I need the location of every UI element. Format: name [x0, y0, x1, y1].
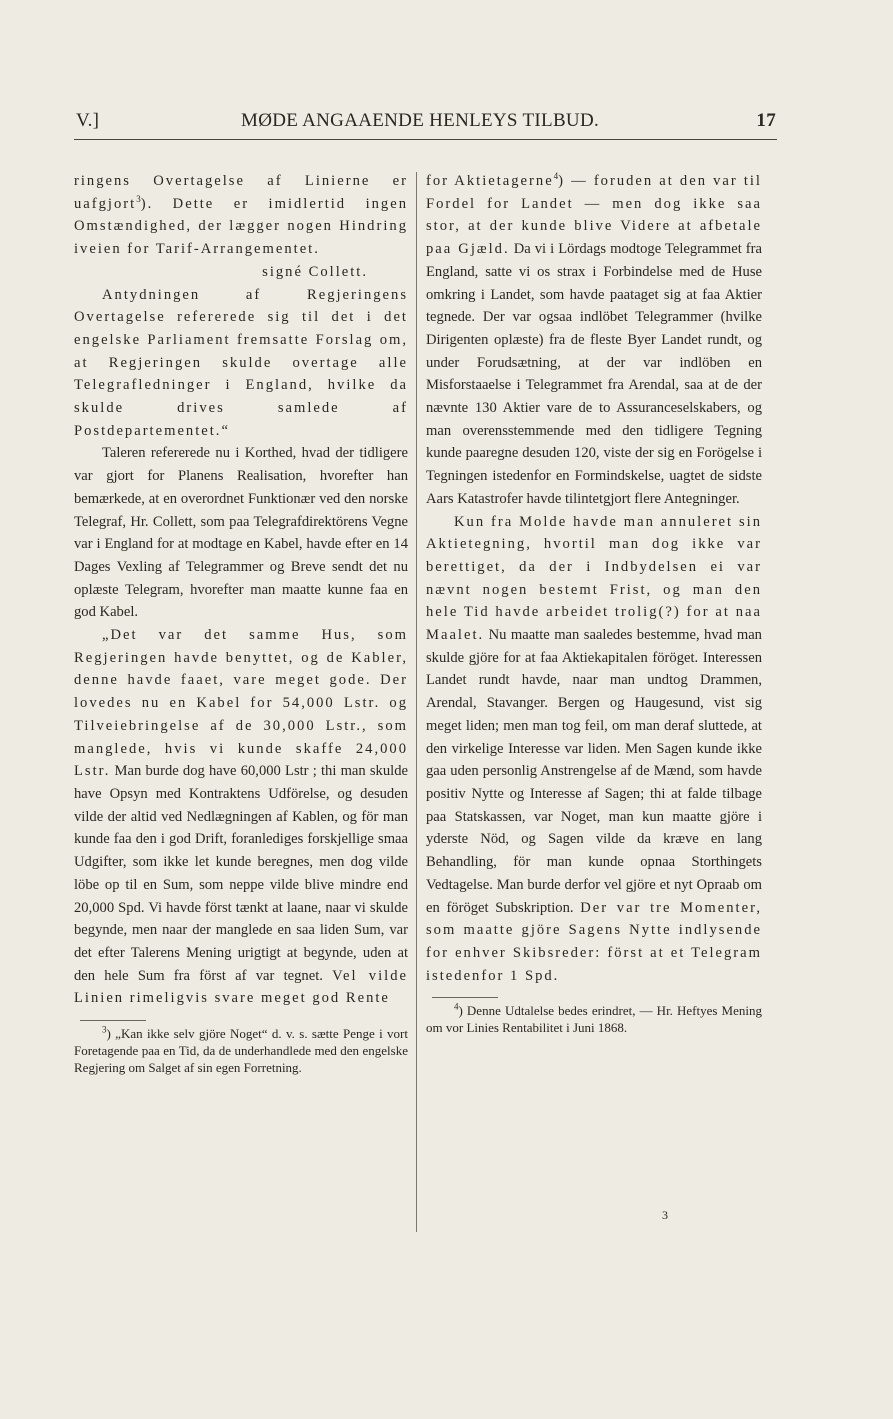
footnote-rule	[432, 997, 498, 998]
paragraph: Antydningen af Regjeringens Overtagelse refererede sig til det i det engelske Parliament fremsatte Forslag om, at Regjeringen skulde overtage alle Telegrafledninger i England, hvilke da skulde drives samlede af Postdepartementet.“	[74, 286, 408, 439]
signature: signé Collett.	[262, 263, 368, 280]
paragraph: Taleren refererede nu i Korthed, hvad der tidligere var gjort for Planens Realisation, hvorefter han bemærkede, at en overordnet Funktionær ved den norske Telegraf, Hr. Collett, som paa Telegrafdirektörens Vegne var i England for at modtage en Kabel, havde efter en 14 Dages Vexling af Telegrammer og Breve sendt det nu oplæste Telegram, hvorefter man maatte kunne faa en god Kabel.	[74, 445, 408, 621]
column-divider	[416, 172, 417, 1232]
paragraph: „Det var det samme Hus, som Regjeringen havde benyttet, og de Kabler, denne havde faaet, vare meget gode. Der lovedes nu en Kabel for 54,000 Lstr. og Tilveiebringelse af de 30,000 Lstr., som manglede, hvis vi kunde skaffe 24,000 Lstr. Man burde dog have 60,000 Lstr ; thi man skulde have Opsyn med Kontraktens Udförelse, og desuden vilde der altid ved Nedlægningen af Kablen, og för man kunde faa den i god Drift, foranlediges forskjellige smaa Udgifter, som ikke let kunde beregnes, men dog vilde löbe op til en Sum, som neppe vilde blive mindre end 20,000 Spd. Vi havde först tænkt at laane, naar vi skulde begynde, men naar der manglede en saa liden Sum, var det efter Talerens Mening urigtigt at begynde, uden at den hele Sum fra först af var tegnet. Vel vilde Linien rimeligvis svare meget god Rente	[74, 627, 408, 1007]
signature-mark: 3	[662, 1208, 668, 1222]
header-rule	[74, 139, 777, 140]
footnote: $^4$) Denne Udtalelse bedes erindret, — Hr. Heftyes Mening om vor Linies Rentabilitet i Juni 1868.	[426, 1001, 762, 1036]
page-number: 17	[756, 110, 776, 131]
right-column	[426, 170, 762, 1036]
section-number: V.]	[76, 110, 100, 131]
footnote-ref: 3	[136, 193, 141, 204]
footnote: $^3$) „Kan ikke selv gjöre Noget“ d. v. s. sætte Penge i vort Foretagende paa en Tid, da de underhandlede med den engelske Regjering om Salget af sin egen Forretning.	[74, 1024, 408, 1076]
paragraph: ringens Overtagelse af Linierne er uafgjort$^3$). Dette er imidlertid ingen Omstændighed, der lægger nogen Hindring iveien for Tarif-Arrangementet.	[74, 173, 408, 258]
running-header	[76, 106, 776, 136]
left-column	[74, 170, 408, 1076]
footnote-rule	[80, 1020, 146, 1021]
paragraph: for Aktietagerne$^4$) — foruden at den var til Fordel for Landet — men dog ikke saa stor, at der kunde blive Videre at afbetale paa Gjæld. Da vi i Lördags modtoge Telegrammet fra England, satte vi os strax i Forbindelse med de Huse omkring i Landet, som havde paataget sig at faa Aktier tegnede. Der var ogsaa indlöbet Telegrammer (hvilke Dirigenten oplæste) fra de fleste Byer Landet rundt, og under Forudsætning, at der var indlöben en Misforstaaelse i Telegrammet fra Arendal, saa at de der nævnte 130 Aktier vare de to Assuranceselskabers, og man overensstemmende med den tidligere Tegning kunde paaregne desuden 120, viste der sig en Forögelse i Tegningen istedenfor en Formindskelse, uagtet de sidste Aars Katastrofer havde tilintetgjort flere Antegninger.	[426, 171, 762, 507]
paragraph: Kun fra Molde havde man annuleret sin Aktietegning, hvortil man dog ikke var berettiget, da der i Indbydelsen ei var nævnt nogen bestemt Frist, og man den hele Tid havde arbeidet trolig(?) for at naa Maalet. Nu maatte man saaledes bestemme, hvad man skulde gjöre for at faa Aktiekapitalen föröget. Interessen Landet rundt havde, naar man undtog Drammen, Arendal, Stavanger. Bergen og Haugesund, vist sig meget liden; men man tog feil, om man deraf sluttede, at den virkelige Interesse var liden. Men Sagen kunde ikke gaa uden personlig Anstrengelse af de Mænd, som havde positiv Nytte og Interesse af Sagen; thi at falde tilbage paa Statskassen, var Noget, man kun maatte gjöre i yderste Nöd, og Sagen vilde da kræve en lang Behandling, för man kunde opnaa Storthingets Vedtagelse. Man burde derfor vel gjöre et nyt Opraab om en föröget Subskription. Der var tre Momenter, som maatte gjöre Sagens Nytte indlysende for enhver Skibsreder: först at et Telegram istedenfor 1 Spd.	[426, 513, 763, 984]
footnote-ref: 4	[553, 171, 559, 182]
running-title: MØDE ANGAAENDE HENLEYS TILBUD.	[241, 110, 600, 131]
